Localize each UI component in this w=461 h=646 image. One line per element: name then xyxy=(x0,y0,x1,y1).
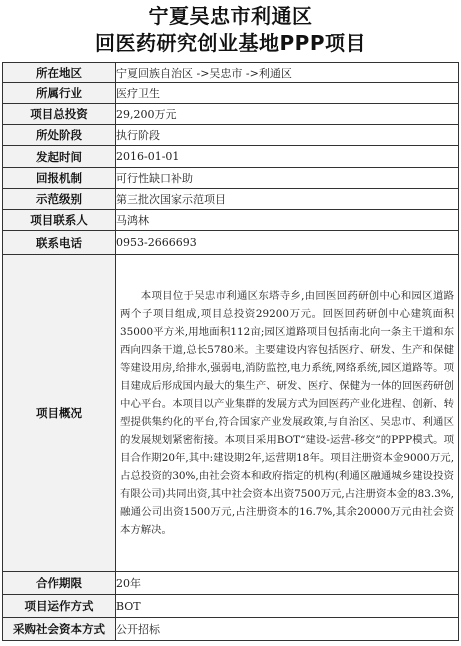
procurement-method-value: 公开招标 xyxy=(116,618,459,641)
start-date-label: 发起时间 xyxy=(3,146,116,168)
row-start-date xyxy=(3,146,459,168)
cooperation-period-label: 合作期限 xyxy=(3,572,116,595)
procurement-method-label: 采购社会资本方式 xyxy=(3,618,116,641)
start-date-value: 2016-01-01 xyxy=(116,146,459,168)
demo-level-label: 示范级别 xyxy=(3,189,116,210)
page-title xyxy=(0,0,461,62)
row-contact-phone xyxy=(3,231,459,255)
row-procurement-method xyxy=(3,618,459,641)
region-label: 所在地区 xyxy=(3,63,116,83)
row-operation-mode xyxy=(3,595,459,618)
project-info-table xyxy=(2,62,459,641)
return-mechanism-value: 可行性缺口补助 xyxy=(116,168,459,189)
region-value: 宁夏回族自治区 ->吴忠市 ->利通区 xyxy=(116,63,459,83)
contact-person-label: 项目联系人 xyxy=(3,210,116,231)
row-contact-person xyxy=(3,210,459,231)
row-total-investment xyxy=(3,104,459,125)
stage-label: 所处阶段 xyxy=(3,125,116,146)
summary-cell xyxy=(116,255,459,572)
total-investment-label: 项目总投资 xyxy=(3,104,116,125)
stage-value: 执行阶段 xyxy=(116,125,459,146)
contact-phone-label: 联系电话 xyxy=(3,231,116,255)
industry-label: 所属行业 xyxy=(3,83,116,104)
demo-level-value: 第三批次国家示范项目 xyxy=(116,189,459,210)
row-industry xyxy=(3,83,459,104)
row-stage xyxy=(3,125,459,146)
operation-mode-value: BOT xyxy=(116,595,459,618)
row-demo-level xyxy=(3,189,459,210)
row-region xyxy=(3,63,459,83)
total-investment-value: 29,200万元 xyxy=(116,104,459,125)
row-return-mechanism xyxy=(3,168,459,189)
return-mechanism-label: 回报机制 xyxy=(3,168,116,189)
summary-text: 本项目位于吴忠市利通区东塔寺乡,由回医回药研创中心和园区道路两个子项目组成,项目总投资29200万元。回医回药研创中心建筑面积35000平方米,用地面积112亩;园区道路项目包括南北向一条主干道和东西向四条干道,总长5780米。主要建设内容包括医疗、研发、生产和保健等建设用房,给排水,强弱电,消防监控,电力系统,网络系统,园区道路等。项目建成后形成国内最大的集生产、研发、医疗、保健为一体的回医药研创中心平台。本项目以产业集群的发展方式为回医药产业化进程、创新、转型提供集约化的平台,符合国家产业发展政策,与自治区、吴忠市、利通区的发展规划紧密衔接。本项目采用BOT“建设-运营-移交”的PPP模式。项目合作期20年,其中:建设期2年,运营期18年。项目注册资本金9000万元,占总投资的30%,由社会资本和政府指定的机构(利通区融通城乡建设投资有限公司)共同出资,其中社会资本出资7500万元,占注册资本金的83.3%,融通公司出资1500万元,占注册资本的16.7%,其余20000万元由社会资本方解决。 xyxy=(120,290,454,536)
title-line-1: 宁夏吴忠市利通区 xyxy=(148,4,313,28)
operation-mode-label: 项目运作方式 xyxy=(3,595,116,618)
summary-label: 项目概况 xyxy=(3,255,116,572)
industry-value: 医疗卫生 xyxy=(116,83,459,104)
title-line-2: 回医药研究创业基地PPP项目 xyxy=(95,31,366,55)
contact-phone-value: 0953-2666693 xyxy=(116,231,459,255)
contact-person-value: 马鸿林 xyxy=(116,210,459,231)
row-cooperation-period xyxy=(3,572,459,595)
cooperation-period-value: 20年 xyxy=(116,572,459,595)
row-summary xyxy=(3,255,459,572)
